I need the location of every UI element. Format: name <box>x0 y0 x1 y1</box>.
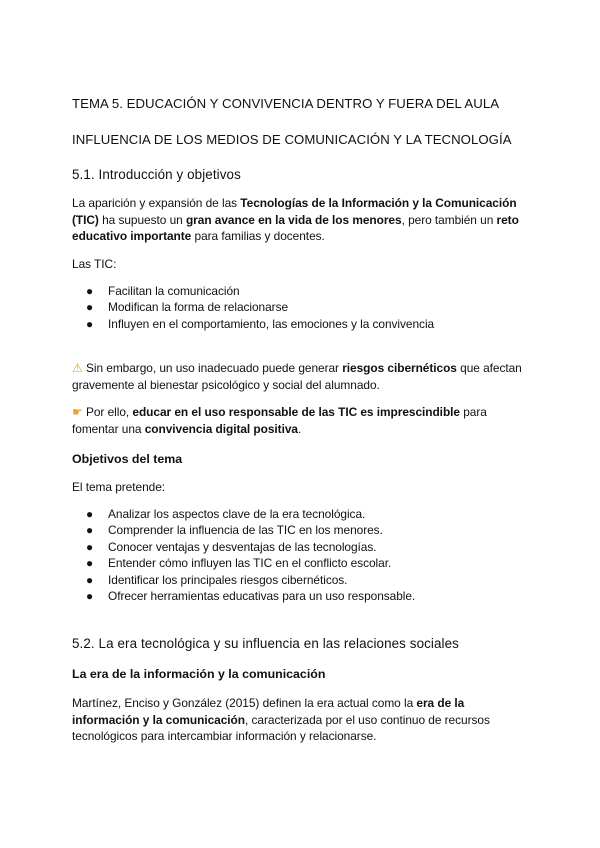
intro-bold-tic: Tecnologías de la Información y la Comunicación (TIC) <box>72 196 517 227</box>
list-item-text: Entender cómo influyen las TIC en el conflicto escolar. <box>108 556 392 571</box>
intro-text-4: para familias y docentes. <box>191 229 325 243</box>
list-item-text: Conocer ventajas y desventajas de las tecnologías. <box>108 539 377 554</box>
section-heading-intro: 5.1. Introducción y objetivos <box>72 167 241 182</box>
list-item-text: Comprender la influencia de las TIC en los menores. <box>108 523 383 538</box>
point-text-1: Por ello, <box>82 405 133 419</box>
intro-bold-reto: reto educativo importante <box>72 212 519 243</box>
section-heading-era: 5.2. La era tecnológica y su influencia en las relaciones sociales <box>72 636 459 651</box>
point-bold-1: educar en el uso responsable de las TIC es imprescindible <box>132 405 460 419</box>
bullet-icon: ● <box>86 523 94 538</box>
tic-list-item <box>72 283 434 299</box>
objective-list-item <box>72 522 415 538</box>
point-bold-2: convivencia digital positiva <box>144 421 298 436</box>
point-text-3: . <box>297 421 302 436</box>
intro-bold-avance: gran avance en la vida de los menores <box>185 212 402 227</box>
era-text-2: , caracterizada por el uso continuo de recursos tecnológicos para intercambiar información y relacionarse. <box>72 712 490 743</box>
objectives-heading: Objetivos del tema <box>72 452 183 466</box>
bullet-icon: ● <box>86 572 94 587</box>
warning-text-1: Sin embargo, un uso inadecuado puede generar <box>82 361 343 375</box>
tic-list-item <box>72 299 434 315</box>
list-item-text: Analizar los aspectos clave de la era tecnológica. <box>108 507 366 521</box>
objectives-list <box>72 506 415 604</box>
warning-paragraph <box>72 360 532 393</box>
intro-text-2: ha supuesto un <box>98 212 186 227</box>
intro-paragraph <box>72 195 532 245</box>
tic-label: Las TIC: <box>72 257 117 271</box>
tic-list <box>72 283 434 332</box>
tic-list-item <box>72 316 434 332</box>
era-text-1: Martínez, Enciso y González (2015) definen la era actual como la <box>72 696 417 710</box>
objective-list-item <box>72 506 415 522</box>
point-text-2: para fomentar una <box>72 405 487 436</box>
era-paragraph <box>72 695 532 745</box>
era-bold: era de la información y la comunicación <box>72 696 465 727</box>
bullet-icon: ● <box>86 316 94 331</box>
bullet-icon: ● <box>86 507 94 521</box>
list-item-text: Facilitan la comunicación <box>108 284 240 298</box>
era-subheading: La era de la información y la comunicación <box>72 667 326 681</box>
pointing-hand-icon: ☛ <box>72 405 83 419</box>
intro-text-3: , pero también un <box>401 212 497 227</box>
warning-icon: ⚠ <box>72 361 83 375</box>
objectives-intro: El tema pretende: <box>72 480 166 494</box>
objective-list-item <box>72 572 415 588</box>
bullet-icon: ● <box>86 284 94 298</box>
document-title: TEMA 5. EDUCACIÓN Y CONVIVENCIA DENTRO Y FUERA DEL AULA <box>72 96 500 111</box>
intro-text-1: La aparición y expansión de las <box>72 196 241 210</box>
list-item-text: Modifican la forma de relacionarse <box>108 300 289 315</box>
point-paragraph <box>72 404 532 437</box>
bullet-icon: ● <box>86 300 94 315</box>
bullet-icon: ● <box>86 539 94 554</box>
warning-bold: riesgos cibernéticos <box>342 361 457 375</box>
list-item-text: Influyen en el comportamiento, las emociones y la convivencia <box>108 316 435 331</box>
objective-list-item <box>72 588 415 604</box>
objective-list-item <box>72 555 415 571</box>
list-item-text: Ofrecer herramientas educativas para un uso responsable. <box>108 589 416 604</box>
bullet-icon: ● <box>86 589 94 604</box>
bullet-icon: ● <box>86 556 94 571</box>
list-item-text: Identificar los principales riesgos cibernéticos. <box>108 572 348 587</box>
warning-text-2: que afectan gravemente al bienestar psicológico y social del alumnado. <box>72 361 522 392</box>
objective-list-item <box>72 539 415 555</box>
document-subtitle: INFLUENCIA DE LOS MEDIOS DE COMUNICACIÓN Y LA TECNOLOGÍA <box>72 132 512 147</box>
